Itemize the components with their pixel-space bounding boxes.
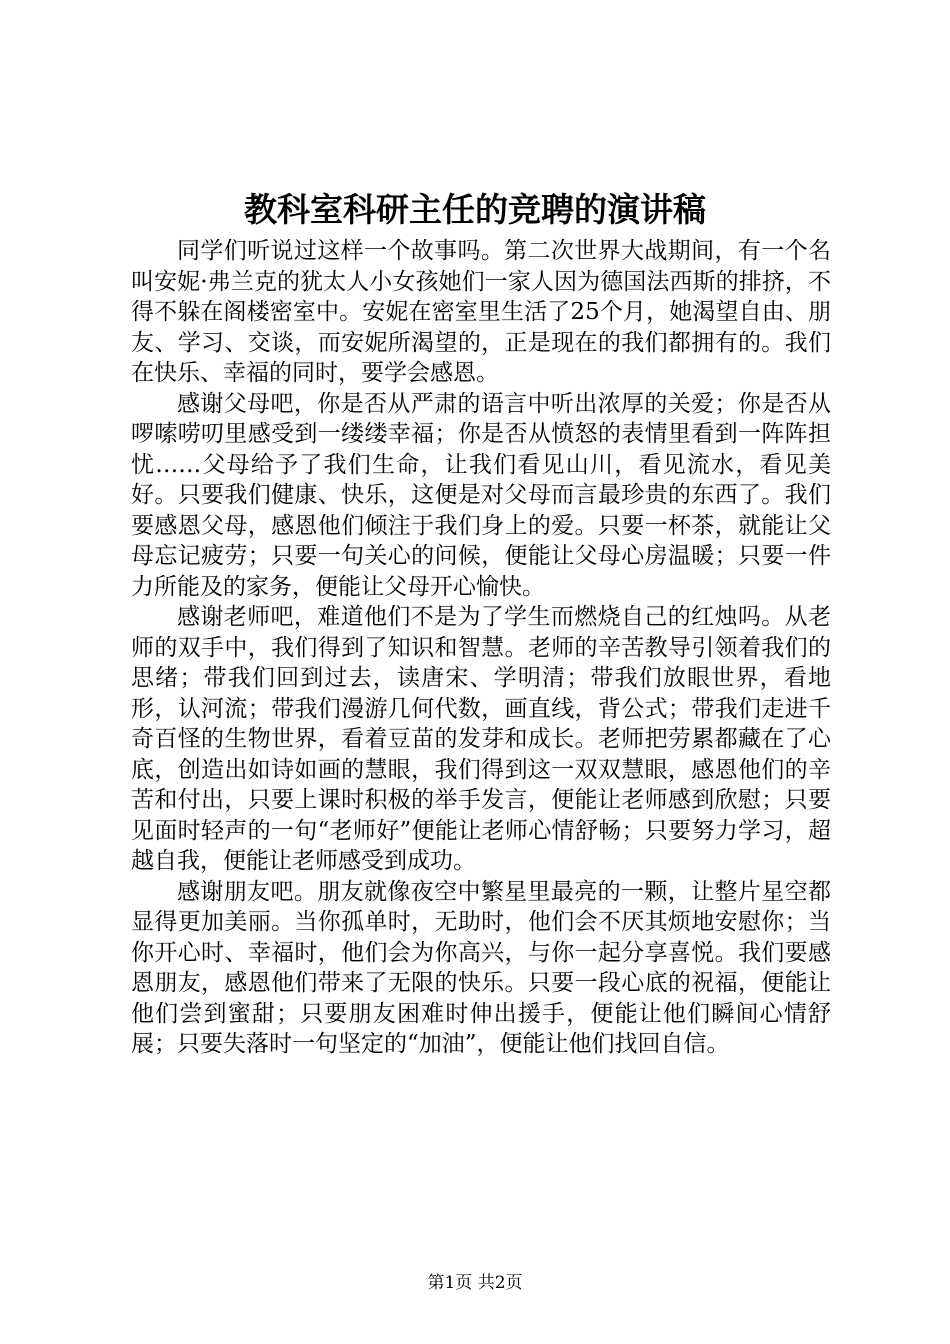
paragraph-1: 同学们听说过这样一个故事吗。第二次世界大战期间，有一个名叫安妮·弗兰克的犹太人小女孩她们一家人因为德国法西斯的排挤，不得不躲在阁楼密室中。安妮在密室里生活了25个月，她渴望自由、朋友、学习、交谈，而安妮所渴望的，正是现在的我们都拥有的。我们在快乐、幸福的同时，要学会感恩。 — [131, 238, 831, 386]
paragraph-2: 感谢父母吧，你是否从严肃的语言中听出浓厚的关爱；你是否从啰嗦唠叨里感受到一缕缕幸福；你是否从愤怒的表情里看到一阵阵担忧……父母给予了我们生命，让我们看见山川，看见流水，看见美好。只要我们健康、快乐，这便是对父母而言最珍贵的东西了。我们要感恩父母，感恩他们倾注于我们身上的爱。只要一杯茶，就能让父母忘记疲劳；只要一句关心的问候，便能让父母心房温暖；只要一件力所能及的家务，便能让父母开心愉快。 — [131, 390, 831, 600]
document-title: 教科室科研主任的竞聘的演讲稿 — [244, 190, 706, 229]
paragraph-3: 感谢老师吧，难道他们不是为了学生而燃烧自己的红烛吗。从老师的双手中，我们得到了知识和智慧。老师的辛苦教导引领着我们的思绪；带我们回到过去，读唐宋、学明清；带我们放眼世界，看地形，认河流；带我们漫游几何代数，画直线，背公式；带我们走进千奇百怪的生物世界，看着豆苗的发芽和成长。老师把劳累都藏在了心底，创造出如诗如画的慧眼，我们得到这一双双慧眼，感恩他们的辛苦和付出，只要上课时积极的举手发言，便能让老师感到欣慰；只要见面时轻声的一句“老师好”便能让老师心情舒畅；只要努力学习，超越自我，便能让老师感受到成功。 — [131, 604, 831, 874]
paragraph-4: 感谢朋友吧。朋友就像夜空中繁星里最亮的一颗，让整片星空都显得更加美丽。当你孤单时，无助时，他们会不厌其烦地安慰你；当你开心时、幸福时，他们会为你高兴，与你一起分享喜悦。我们要感恩朋友，感恩他们带来了无限的快乐。只要一段心底的祝福，便能让他们尝到蜜甜；只要朋友困难时伸出援手，便能让他们瞬间心情舒展；只要失落时一句坚定的“加油”，便能让他们找回自信。 — [131, 878, 831, 1057]
document-body — [131, 236, 831, 1060]
page-footer: 第1页 共2页 — [427, 1273, 523, 1293]
